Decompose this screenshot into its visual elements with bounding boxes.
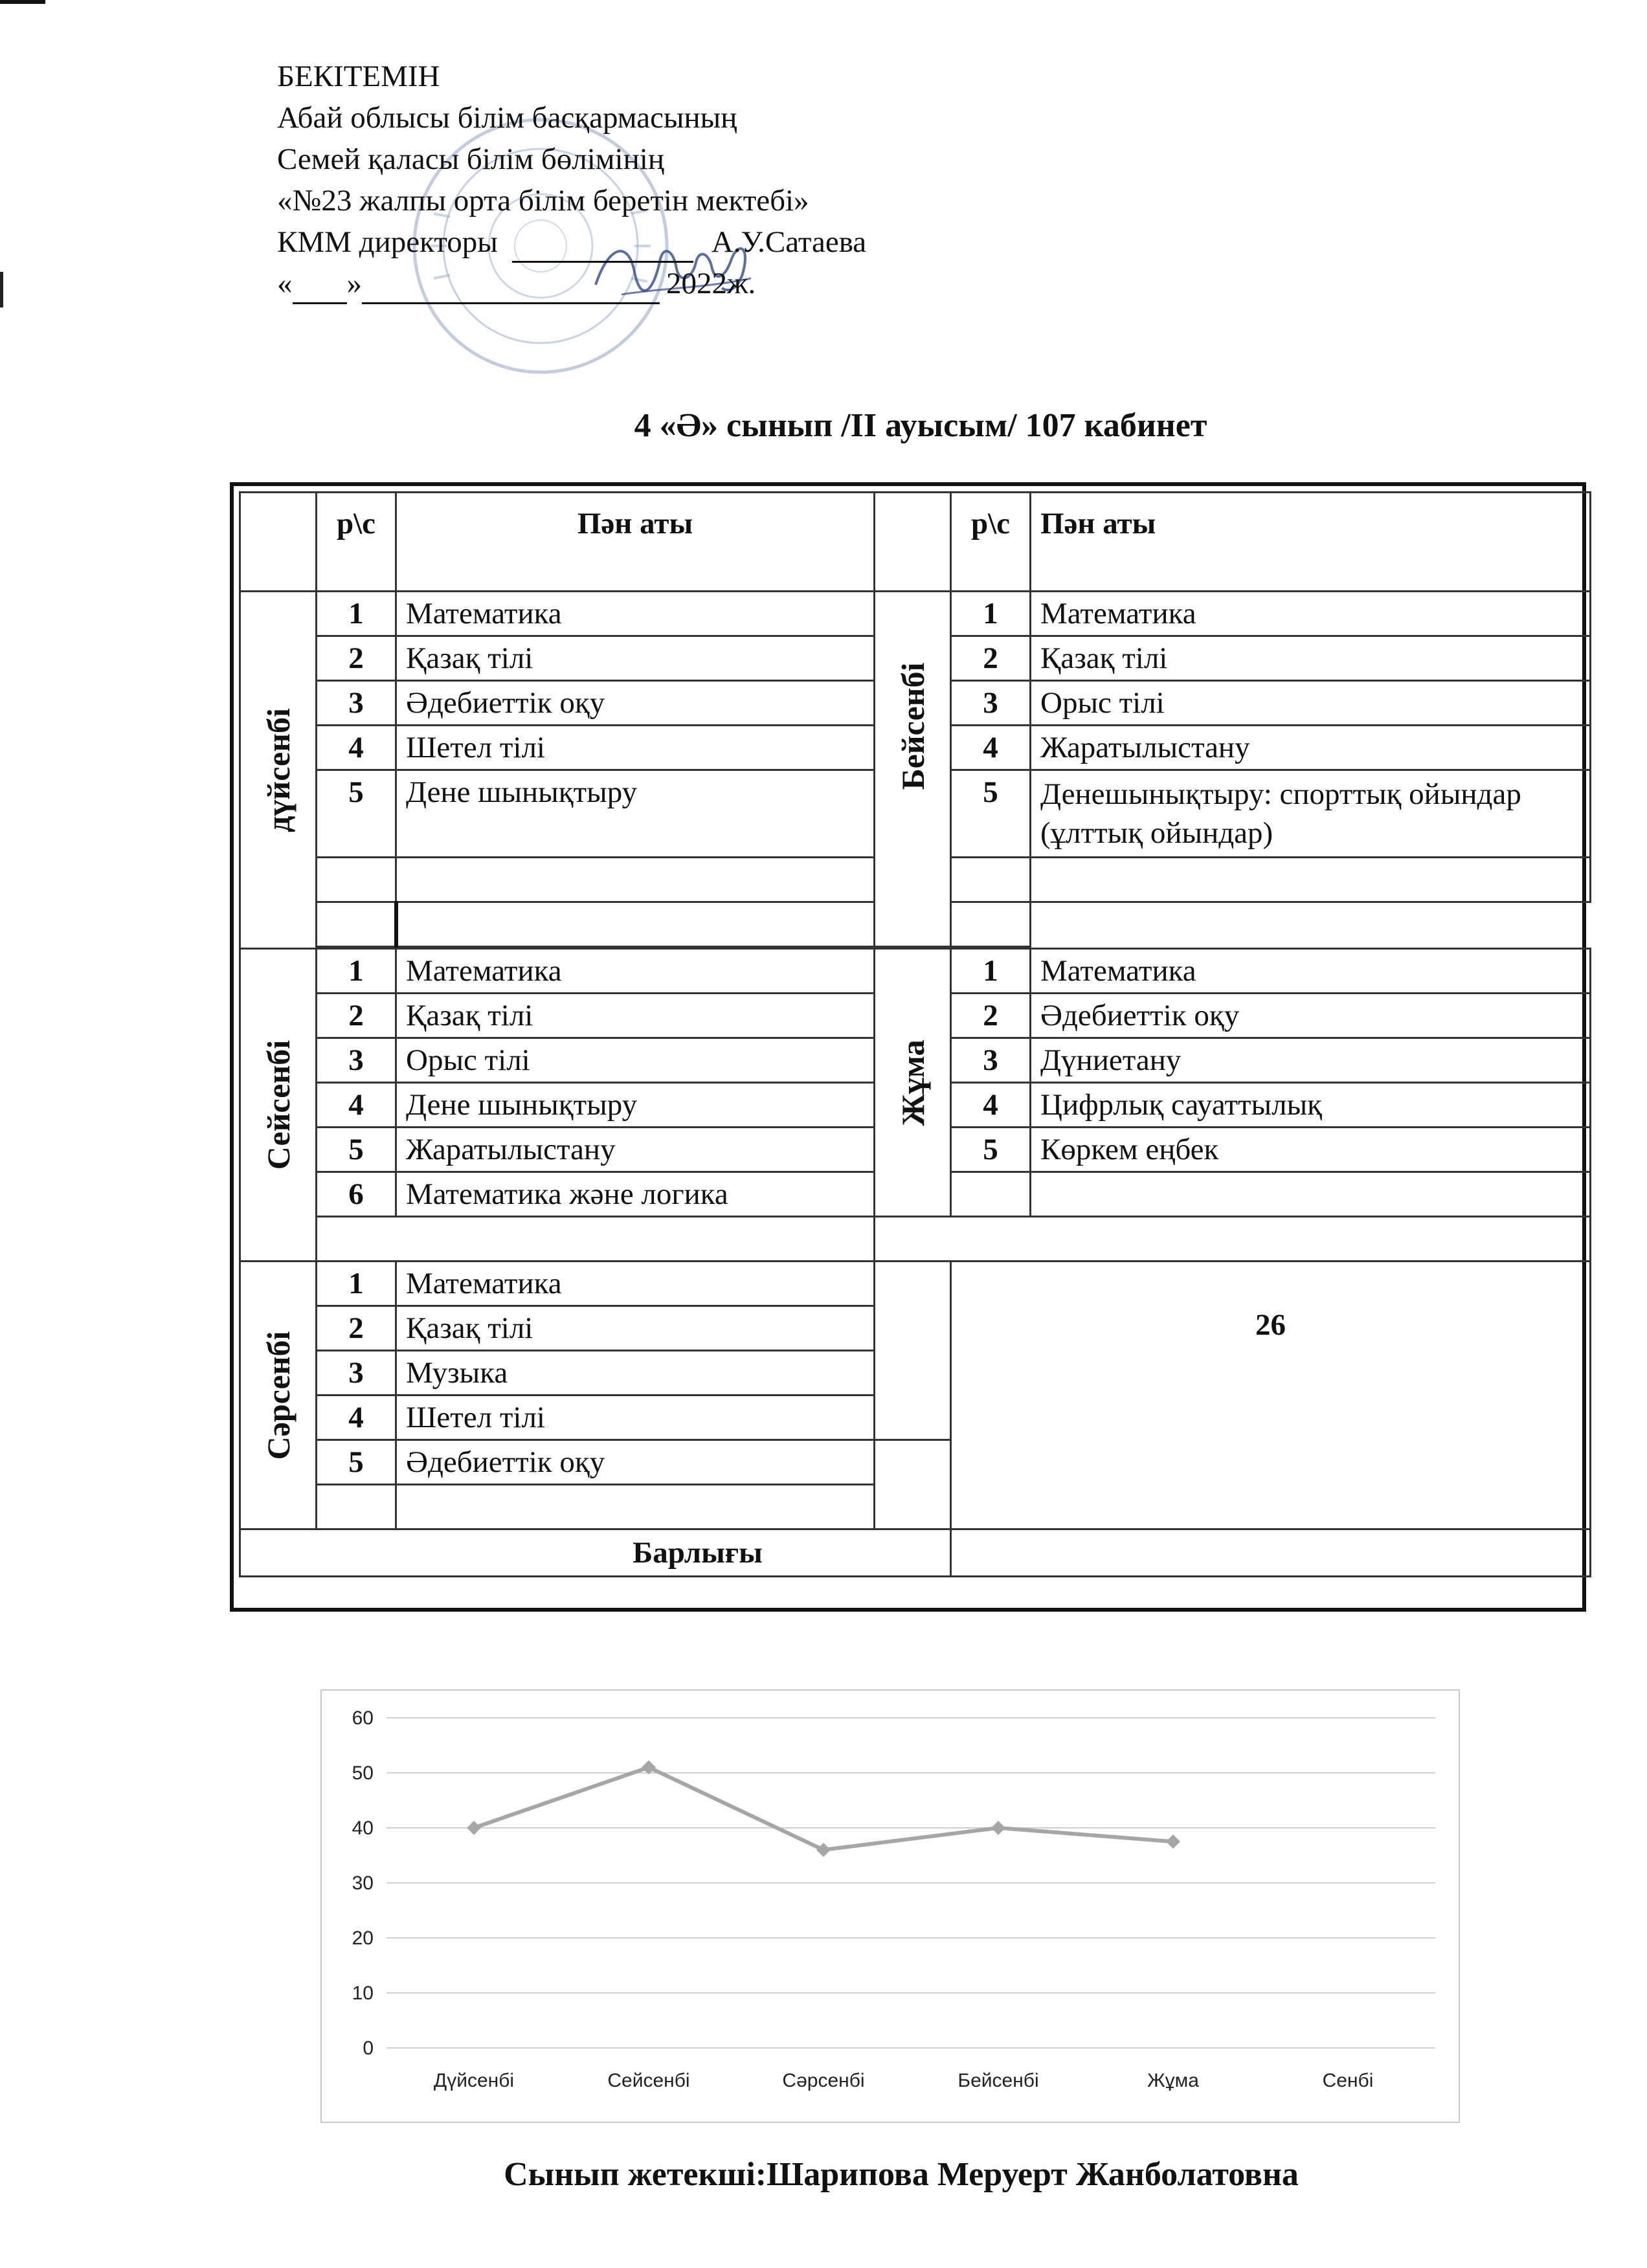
empty-cell [317,858,396,902]
lesson-num: 4 [317,1083,396,1128]
lesson-subject: Қазақ тілі [396,1306,875,1351]
empty-cell [317,1217,875,1262]
lesson-num: 2 [317,1306,396,1351]
header-subject-2: Пән аты [1031,493,1591,592]
x-tick-label: Жұма [1147,2070,1200,2091]
data-point [467,1821,481,1835]
table-row-empty [240,1217,1591,1262]
table-header-row [240,493,1591,592]
approval-director-line [277,221,1119,263]
day-label-thursday: Бейсенбі [894,663,931,790]
table-row [240,1262,1591,1306]
lesson-subject: Дене шынықтыру [396,1083,875,1128]
approval-heading: БЕКІТЕМІН [277,60,440,93]
lesson-num: 1 [317,1262,396,1306]
lesson-subject: Орыс тілі [396,1038,875,1083]
lesson-num: 4 [317,726,396,770]
approval-line-region: Абай облысы білім басқармасының [277,101,737,135]
lesson-num: 5 [317,770,396,858]
x-tick-label: Сенбі [1322,2070,1374,2091]
empty-cell [1031,858,1591,902]
x-tick-label: Бейсенбі [958,2070,1039,2091]
empty-cell [396,1485,875,1529]
lesson-num: 2 [317,636,396,681]
lesson-num: 4 [317,1395,396,1440]
empty-cell [875,1262,951,1440]
lesson-subject: Көркем еңбек [1031,1128,1591,1172]
lesson-subject: Музыка [396,1351,875,1395]
date-year: 2022ж. [666,267,756,300]
x-tick-label: Сәрсенбі [782,2070,865,2091]
class-title: 4 «Ә» сынып /II ауысым/ 107 кабинет [634,407,1207,444]
y-tick-label: 20 [352,1928,374,1949]
lesson-subject: Математика [396,1262,875,1306]
empty-cell [396,858,875,902]
timetable-grid [239,491,1591,1577]
day-tuesday [240,949,317,1262]
header-day-blank [240,493,317,592]
empty-cell [1031,1172,1591,1217]
lesson-num: 5 [951,1128,1031,1172]
day-label-monday: дүйсенбі [260,707,297,832]
day-thursday [875,592,951,947]
empty-cell [317,1485,396,1529]
lesson-subject: Математика [396,592,875,636]
lesson-subject: Әдебиеттік оқу [1031,994,1591,1038]
empty-cell [317,902,396,947]
lesson-num: 5 [317,1440,396,1485]
lesson-num: 3 [317,1038,396,1083]
approval-block [277,56,1119,304]
lesson-subject: Математика [1031,592,1591,636]
lesson-subject: Қазақ тілі [396,636,875,681]
lesson-subject: Орыс тілі [1031,681,1591,726]
lesson-num: 2 [951,994,1031,1038]
day-label-tuesday: Сейсенбі [260,1040,297,1170]
y-tick-label: 30 [352,1873,374,1894]
y-tick-label: 50 [352,1762,374,1784]
lesson-num: 4 [951,1083,1031,1128]
lesson-subject: Шетел тілі [396,726,875,770]
lesson-subject: Жаратылыстану [396,1128,875,1172]
table-row [240,592,1591,636]
date-close-quote: » [346,267,362,300]
director-label: КММ директоры [277,225,498,259]
table-row [240,949,1591,994]
header-subject: Пән аты [396,493,875,592]
data-point [816,1843,831,1857]
lesson-num: 1 [317,949,396,994]
lesson-num: 3 [951,1038,1031,1083]
y-tick-label: 0 [363,2038,374,2059]
approval-date-line [277,263,1119,304]
timetable [230,482,1586,1612]
lesson-num: 1 [951,949,1031,994]
date-month-blank [362,274,660,304]
empty-cell [951,1172,1031,1217]
lesson-subject: Қазақ тілі [396,994,875,1038]
date-open-quote: « [277,267,293,300]
lesson-num: 2 [317,994,396,1038]
lesson-subject: Денешынықтыру: спорттық ойындар (ұлттық ойындар) [1031,770,1591,858]
lesson-num: 4 [951,726,1031,770]
header-day-blank-2 [875,493,951,592]
lesson-subject: Математика [396,949,875,994]
signature-line [512,232,693,263]
lesson-num: 1 [951,592,1031,636]
lesson-num: 3 [951,681,1031,726]
day-friday [875,949,951,1217]
class-teacher: Сынып жетекші:Шарипова Меруерт Жанболатовна [504,2156,1299,2193]
lesson-subject: Дене шынықтыру [396,770,875,858]
day-monday [240,592,317,949]
day-label-friday: Жұма [894,1039,931,1126]
lesson-num: 2 [951,636,1031,681]
lesson-subject: Математика және логика [396,1172,875,1217]
empty-cell [875,1217,1591,1262]
approval-line-city: Семей қаласы білім бөлімінің [277,142,664,176]
lesson-subject: Дүниетану [1031,1038,1591,1083]
total-value-cell [951,1529,1591,1577]
lesson-subject: Жаратылыстану [1031,726,1591,770]
data-point [1166,1834,1180,1849]
day-label-wednesday: Сәрсенбі [260,1331,297,1460]
lesson-subject: Қазақ тілі [1031,636,1591,681]
approval-line-school: «№23 жалпы орта білім беретін мектебі» [277,184,809,217]
lesson-num: 6 [317,1172,396,1217]
lesson-subject: Цифрлық сауаттылық [1031,1083,1591,1128]
lesson-num: 5 [317,1128,396,1172]
scan-corner-mark [0,0,45,4]
y-tick-label: 40 [352,1818,374,1839]
lesson-subject: Математика [1031,949,1591,994]
empty-cell [875,1440,951,1529]
day-wednesday [240,1262,317,1529]
chart-svg [322,1691,1461,2124]
lesson-num: 5 [951,770,1031,858]
lesson-num: 3 [317,681,396,726]
header-num-2: р\с [951,493,1031,592]
total-label: Барлығы [240,1529,951,1577]
y-tick-label: 10 [352,1983,374,2004]
empty-cell [951,858,1031,902]
lesson-subject: Шетел тілі [396,1395,875,1440]
data-point [991,1821,1005,1835]
x-tick-label: Дүйсенбі [433,2070,515,2091]
scan-side-mark [0,272,3,307]
director-name: А.У.Сатаева [711,225,867,259]
date-day-blank [293,274,347,304]
x-tick-label: Сейсенбі [607,2070,690,2091]
y-tick-label: 60 [352,1707,374,1729]
total-hours: 26 [951,1262,1591,1529]
weekly-load-chart [320,1689,1460,2123]
lesson-subject: Әдебиеттік оқу [396,1440,875,1485]
lesson-num: 3 [317,1351,396,1395]
header-num: р\с [317,493,396,592]
series-line [474,1768,1173,1851]
lesson-subject: Әдебиеттік оқу [396,681,875,726]
table-total-row [240,1529,1591,1577]
lesson-num: 1 [317,592,396,636]
